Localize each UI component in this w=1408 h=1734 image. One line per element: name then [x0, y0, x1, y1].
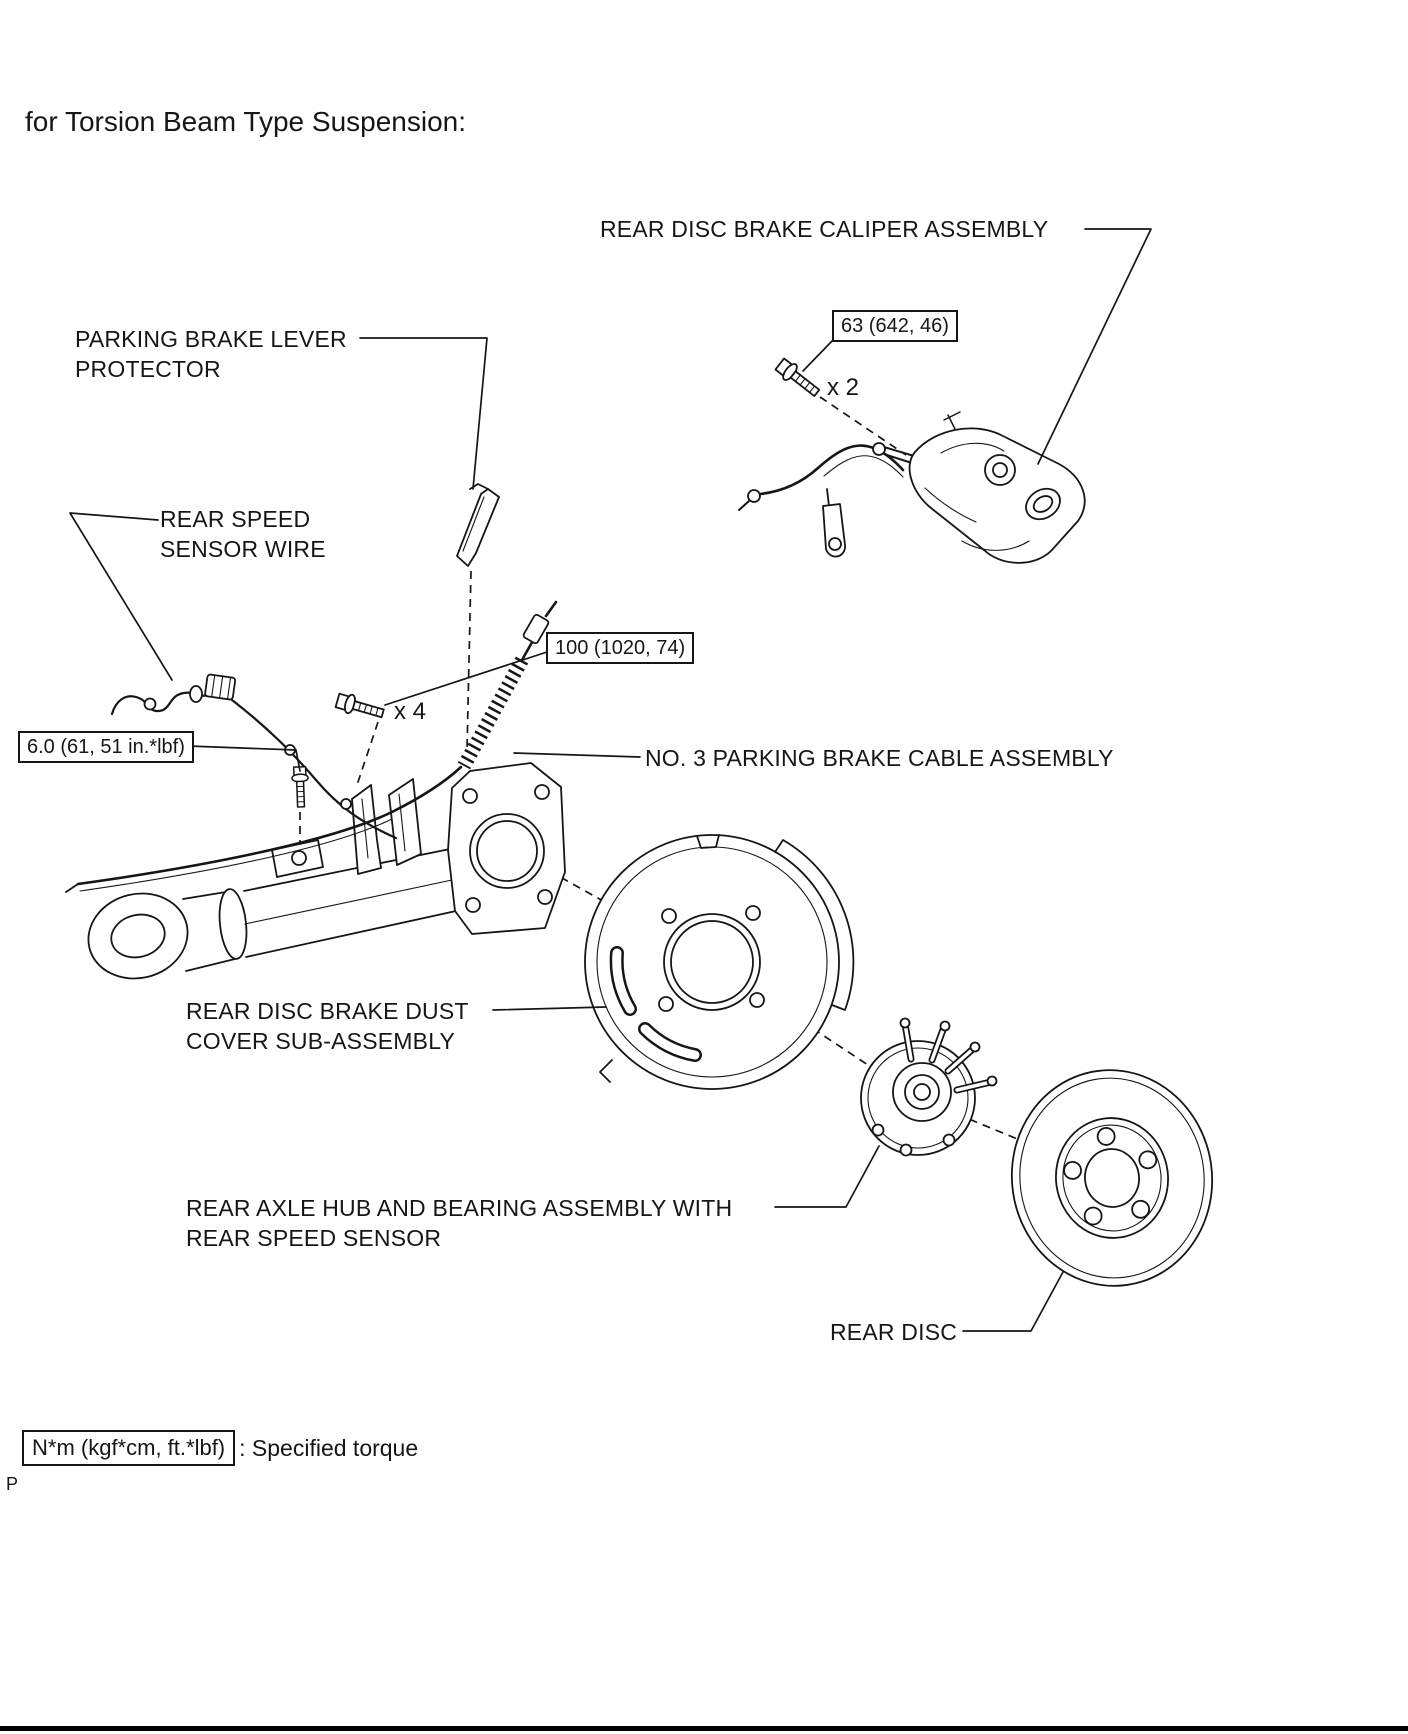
- torque-box-caliper-bolt: 63 (642, 46): [832, 310, 958, 342]
- sensor-screw-icon: [292, 767, 310, 807]
- hub-bolt-icon: [335, 691, 385, 722]
- hub-bearing-part: [861, 1019, 997, 1156]
- label-speed-sensor-wire-line1: REAR SPEED: [160, 506, 311, 532]
- torque-legend-unit-box: N*m (kgf*cm, ft.*lbf): [22, 1430, 235, 1466]
- label-rear-disc: [830, 1317, 957, 1347]
- label-rear-disc-line1: REAR DISC: [830, 1319, 958, 1345]
- rear-disc-part: [998, 1057, 1226, 1299]
- torque-legend-description: : Specified torque: [239, 1434, 419, 1461]
- label-dust-cover-line2: COVER SUB-ASSEMBLY: [186, 1028, 456, 1054]
- label-parking-cable: [645, 743, 1114, 773]
- page-bottom-rule: [0, 1726, 1408, 1731]
- parking-brake-lever-protector-part: [457, 484, 499, 566]
- label-caliper-line1: REAR DISC BRAKE CALIPER ASSEMBLY: [600, 216, 1049, 242]
- torque-legend: [22, 1430, 418, 1466]
- label-dust-cover-line1: REAR DISC BRAKE DUST: [186, 998, 469, 1024]
- label-speed-sensor-wire-line2: SENSOR WIRE: [160, 536, 326, 562]
- label-hub-assembly-line2: REAR SPEED SENSOR: [186, 1225, 442, 1251]
- torsion-beam-axle-part: [79, 763, 565, 989]
- torque-box-sensor-screw: 6.0 (61, 51 in.*lbf): [18, 731, 194, 763]
- torque-box-hub-bolt: 100 (1020, 74): [546, 632, 694, 664]
- label-caliper-assembly: [600, 214, 1048, 244]
- qty-caliper-bolt: x 2: [827, 374, 860, 401]
- label-lever-protector: [75, 324, 347, 384]
- dust-cover-part: [585, 835, 853, 1089]
- label-lever-protector-line1: PARKING BRAKE LEVER: [75, 326, 347, 352]
- label-lever-protector-line2: PROTECTOR: [75, 356, 221, 382]
- label-hub-assembly: [186, 1193, 732, 1253]
- page-title: for Torsion Beam Type Suspension:: [25, 106, 466, 137]
- label-hub-assembly-line1: REAR AXLE HUB AND BEARING ASSEMBLY WITH: [186, 1195, 733, 1221]
- caliper-bolt-icon: [774, 357, 823, 401]
- leader-lines: [70, 229, 1151, 1331]
- rear-disc-brake-caliper-part: [739, 412, 1085, 563]
- label-speed-sensor-wire: [160, 504, 326, 564]
- qty-hub-bolt: x 4: [394, 698, 427, 725]
- label-parking-cable-line1: NO. 3 PARKING BRAKE CABLE ASSEMBLY: [645, 745, 1114, 771]
- page-mark: P: [6, 1474, 19, 1494]
- label-dust-cover: [186, 996, 469, 1056]
